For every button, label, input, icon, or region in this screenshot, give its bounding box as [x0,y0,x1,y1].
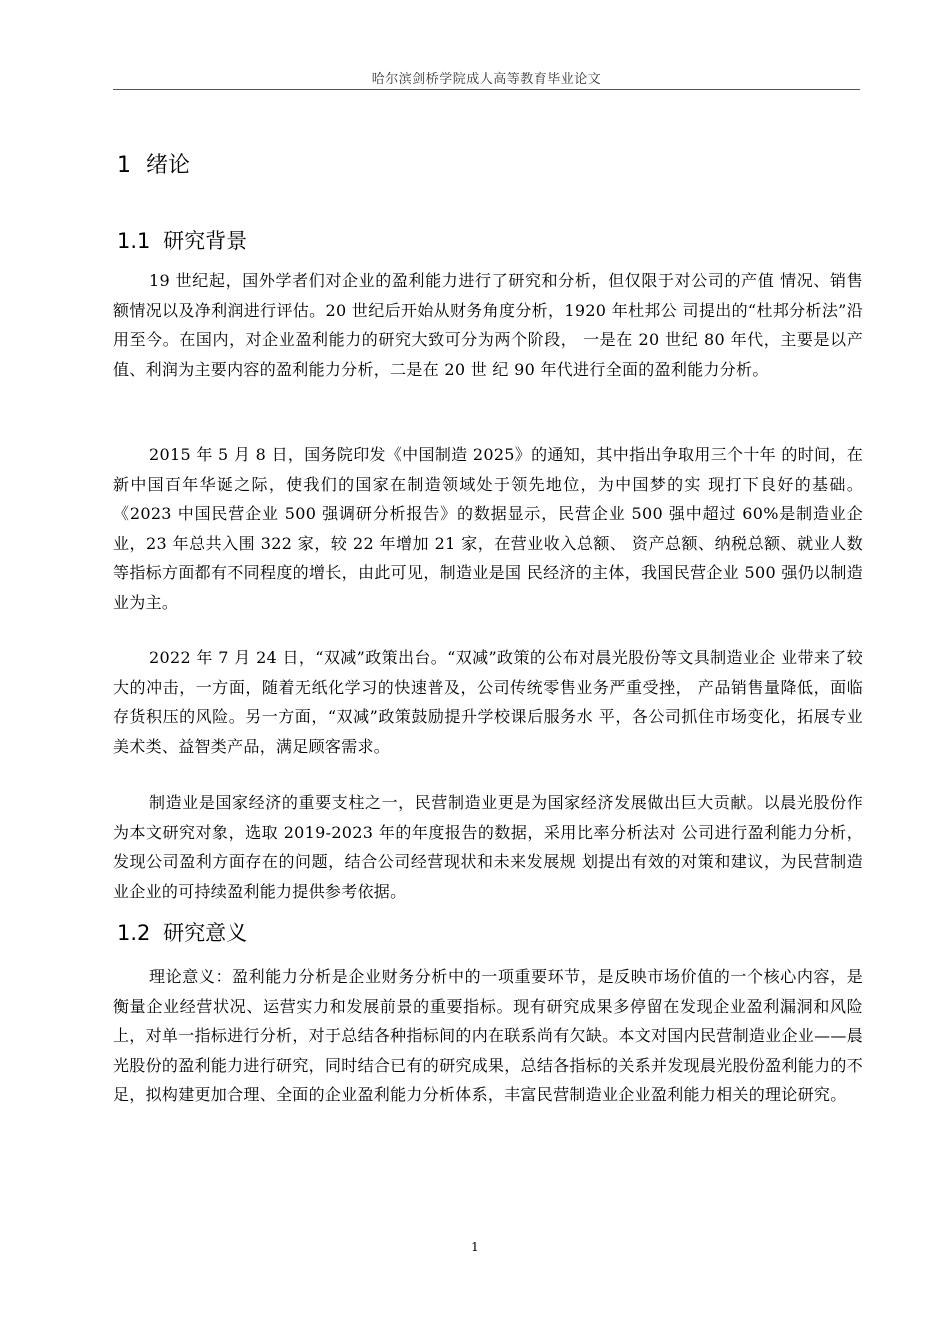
chapter-title: 1 绪论 [117,153,190,178]
section-title-research-significance: 1.2 研究意义 [117,921,248,945]
body-paragraph: 理论意义：盈利能力分析是企业财务分析中的一项重要环节，是反映市场价值的一个核心内容，是衡量企业经营状况、运营实力和发展前景的重要指标。现有研究成果多停留在发现企业盈利漏洞和风险上，对单一指标进行分析，对于总结各种指标间的内在联系尚有欠缺。本文对国内民营制造业企业——晨光股份的盈利能力进行研究，同时结合已有的研究成果，总结各指标的关系并发现晨光股份盈利能力的不足，拟构建更加合理、全面的企业盈利能力分析体系，丰富民营制造业企业盈利能力相关的理论研究。 [113,967,863,1104]
section-title-research-background: 1.1 研究背景 [117,229,248,253]
body-paragraph: 2015 年 5 月 8 日，国务院印发《中国制造 2025》的通知，其中指出争取用三个十年 的时间，在新中国百年华诞之际，使我们的国家在制造领域处于领先地位，为中国梦的实 现打下良好的基础。《2023 中国民营企业 500 强调研分析报告》的数据显示，民营企业 500 强中超过 60%是制造业企业，23 年总共入围 322 家，较 22 年增加 21 家，在营业收入总额、 资产总额、纳税总额、就业人数等指标方面都有不同程度的增长，由此可见，制造业是国 民经济的主体，我国民营企业 500 强仍以制造业为主。 [113,445,863,612]
page-number: 1 [471,1240,479,1254]
body-paragraph: 19 世纪起，国外学者们对企业的盈利能力进行了研究和分析，但仅限于对公司的产值 情况、销售额情况以及净利润进行评估。20 世纪后开始从财务角度分析，1920 年杜邦公 司提出的“杜邦分析法”沿用至今。在国内，对企业盈利能力的研究大致可分为两个阶段， 一是在 20 世纪 80 年代，主要是以产值、利润为主要内容的盈利能力分析，二是在 20 世 纪 90 年代进行全面的盈利能力分析。 [113,271,863,379]
body-paragraph: 2022 年 7 月 24 日，“双减”政策出台。“双减”政策的公布对晨光股份等文具制造业企 业带来了较大的冲击，一方面，随着无纸化学习的快速普及，公司传统零售业务严重受挫， 产品销售量降低，面临存货积压的风险。另一方面，“双减”政策鼓励提升学校课后服务水 平，各公司抓住市场变化，拓展专业美术类、益智类产品，满足顾客需求。 [113,648,863,756]
page-header: 哈尔滨剑桥学院成人高等教育毕业论文 [371,72,602,87]
header-divider [113,89,860,90]
body-paragraph: 制造业是国家经济的重要支柱之一，民营制造业更是为国家经济发展做出巨大贡献。以晨光股份作为本文研究对象，选取 2019-2023 年的年度报告的数据，采用比率分析法对 公司进行盈利能力分析，发现公司盈利方面存在的问题，结合公司经营现状和未来发展规 划提出有效的对策和建议，为民营制造业企业的可持续盈利能力提供参考依据。 [113,793,863,901]
